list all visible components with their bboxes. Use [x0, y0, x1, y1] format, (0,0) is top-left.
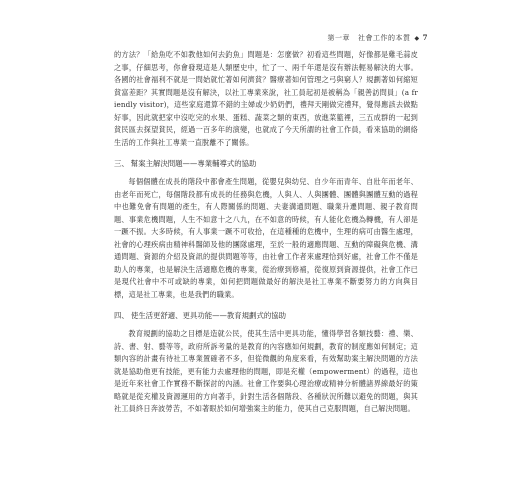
paragraph-continuation: 的方法？「給魚吃不如教他如何去釣魚」問題是：怎麼做？初看這些問題，好像都是雞毛蒜皮之事，仔細思考，你會發現這是人類歷史中，忙了一、兩千年還是沒有辦法輕易解決的大事。各國的社會福利不就是一問始就忙著如何濟貧？醫療著如何管理之弓與窮人？規劃著如何縮短貧富差距？其實問題是沒有解決，以社工專業來說，社工員起初是被稱為「親善訪問員」(a friendly visitor)，這些家庭還算不錯的主婦或少奶奶們，禮拜天剛做完禮拜，覺得應該去做點好事，因此就把家中沒吃完的水果、蛋糕、蔬菜之類的東西，放進菜籃裡，三五成群的一起到貧民區去探望貧民，經過一百多年的演變，也就成了今天所謂的社會工作員，看來協助的網絡生活的工作與社工專業一直脫離不了關係。: [114, 50, 418, 147]
page-number: 7: [422, 33, 428, 42]
page-body: [114, 49, 418, 416]
paragraph-problem-solving: 每個個體在成長的階段中都會產生問題，從嬰兒與幼兒、自少年而青年、自壯年而老年、由老年而死亡，每個階段都有成長的任務與危機，人與人、人與團體、團體與團體互動的過程中也難免會有問題的產生，有人際關係的問題、夫妻溝通問題、職業升遷問題、親子教育問題、事業危機問題，人生不如意十之八九，在不如意的時候，有人能化危機為轉機，有人卻是一蹶不振。大多時候，有人事業一蹶不可收拾，在這種種的危機中，生理的病可由醫生處理，社會的心理疾病由精神科醫師及他的團隊處理，至於一般的適應問題、互動的障礙與危機、溝通問題、資源的介紹及資訊的提供問題等等，由社會工作者來處理恰到好處，社會工作不僅是助人的專業，也是解決生活適應危機的專業，從治療到修補，從復原到資源提供，社會工作已是現代社會中不可或缺的專業，如何把問題做最好的解決是社工專業不斷要努力的方向與目標，這是社工專業，也是我們的職業。: [114, 177, 418, 299]
paragraph-education-planning: 教育規劃的協助之目標是造就公民，使其生活中更具功能，懂得學習各類技藝：禮、樂、詩、書、射、藝等等，政府所訴考量的是教育的內容應如何規劃，教育的制度應如何制定；這類內容的計畫有待社工專業置確者不多，但從微觀的角度來看，有效幫助案主解決問題的方法就是協助他更有技能，更有能力去處理他的問題，即是充權（empowerment）的過程，這也是近年來社會工作實務不斷探討的內涵。社會工作要與心理治療或精神分析體諸界線最好的策略就是從充權及資源運用的方向著手，針對生活各個階段、各種狀況所難以避免的問題，與其社工員終日奔波勞苦，不如著眼於如何增強案主的能力，使其自己克服問題，自己解決問題。: [114, 329, 418, 413]
section-number: 三、: [114, 159, 129, 168]
section-title: 幫案主解決問題——專業輔導式的協助: [130, 159, 257, 168]
section-title: 使生活更舒適、更具功能——教育規劃式的協助: [130, 311, 287, 320]
chapter-number: 第一章: [327, 34, 350, 42]
section-number: 四、: [114, 311, 129, 320]
section-heading-3: [114, 158, 418, 170]
section-heading-4: [114, 310, 418, 322]
chapter-title: 社會工作的本質: [358, 34, 411, 42]
diamond-icon: ◆: [414, 35, 420, 42]
running-header: [328, 33, 429, 43]
